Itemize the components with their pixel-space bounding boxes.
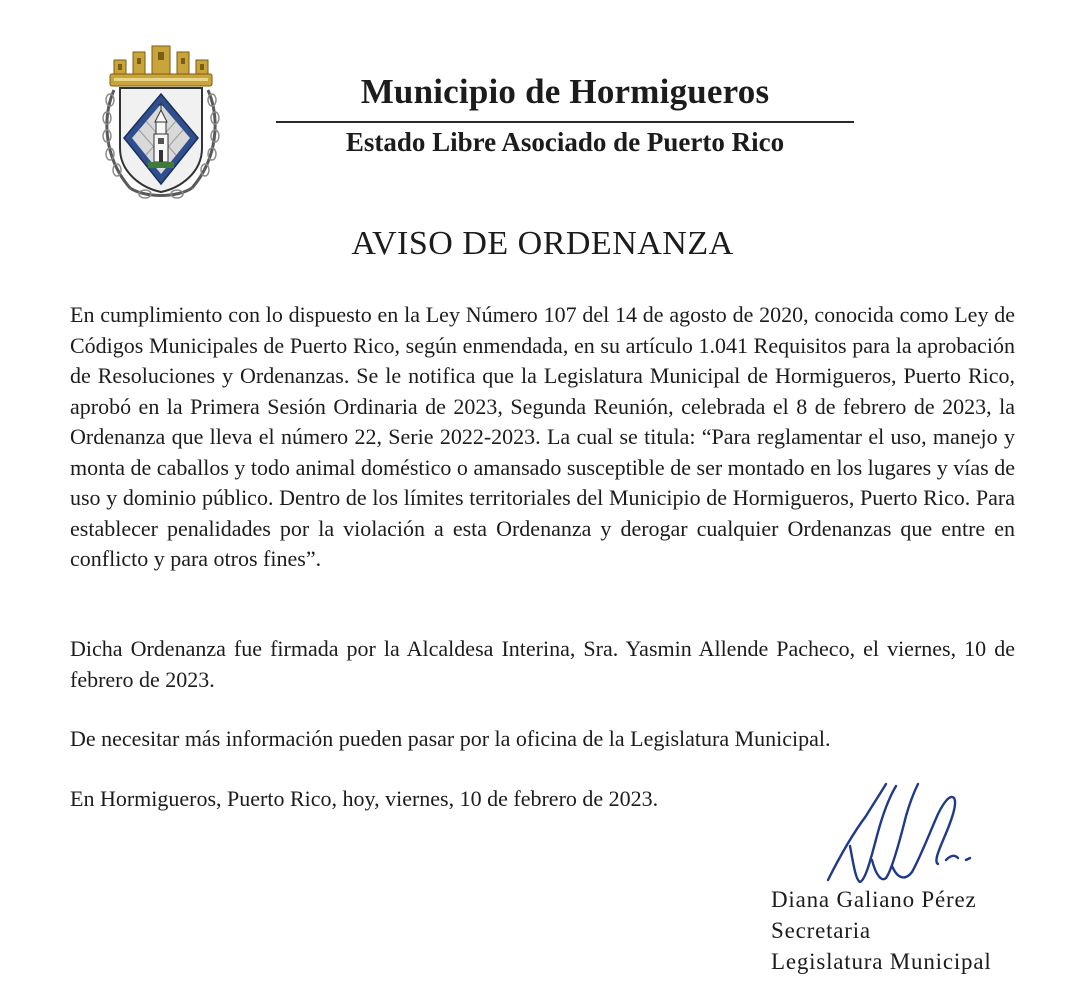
notice-title: AVISO DE ORDENANZA xyxy=(351,225,734,262)
municipality-name: Municipio de Hormigueros xyxy=(360,72,770,111)
handwritten-signature xyxy=(820,776,980,886)
notice-paragraph-info: De necesitar más información pueden pasar por la oficina de la Legislatura Municipal. xyxy=(70,726,831,751)
notice-paragraph-main: En cumplimiento con lo dispuesto en la Ley Número 107 del 14 de agosto de 2020, conocida como Ley de Códigos Municipales de Puerto Rico, según enmendada, en su artículo 1.041 Requisitos para la aprobación de Resoluciones y Ordenanzas. Se le notifica que la Legislatura Municipal de Hormigueros, Puerto Rico, aprobó en la Primera Sesión Ordinaria de 2023, Segunda Reunión, celebrada el 8 de febrero de 2023, la Ordenanza que lleva el número 22, Serie 2022-2023. La cual se titula: “Para reglamentar el uso, manejo y monta de caballos y todo animal doméstico o amansado susceptible de ser montado en los lugares y vías de uso y dominio público. Dentro de los límites territoriales del Municipio de Hormigueros, Puerto Rico. Para establecer penalidades por la violación a esta Ordenanza y derogar cualquier Ordenanzas que entre en conflicto y para otros fines”. xyxy=(70,302,1015,571)
notice-paragraph-signed: Dicha Ordenanza fue firmada por la Alcaldesa Interina, Sra. Yasmin Allende Pacheco, el viernes, 10 de febrero de 2023. xyxy=(70,636,1015,692)
state-name: Estado Libre Asociado de Puerto Rico xyxy=(345,127,785,157)
notice-paragraph-date: En Hormigueros, Puerto Rico, hoy, viernes, 10 de febrero de 2023. xyxy=(70,786,659,811)
municipal-coat-of-arms-icon xyxy=(100,38,222,200)
signatory-name: Diana Galiano Pérez xyxy=(771,887,977,912)
header-divider xyxy=(276,121,854,123)
signatory-role: Secretaria xyxy=(771,918,871,943)
signatory-office: Legislatura Municipal xyxy=(771,949,992,974)
signature-block xyxy=(771,884,992,977)
